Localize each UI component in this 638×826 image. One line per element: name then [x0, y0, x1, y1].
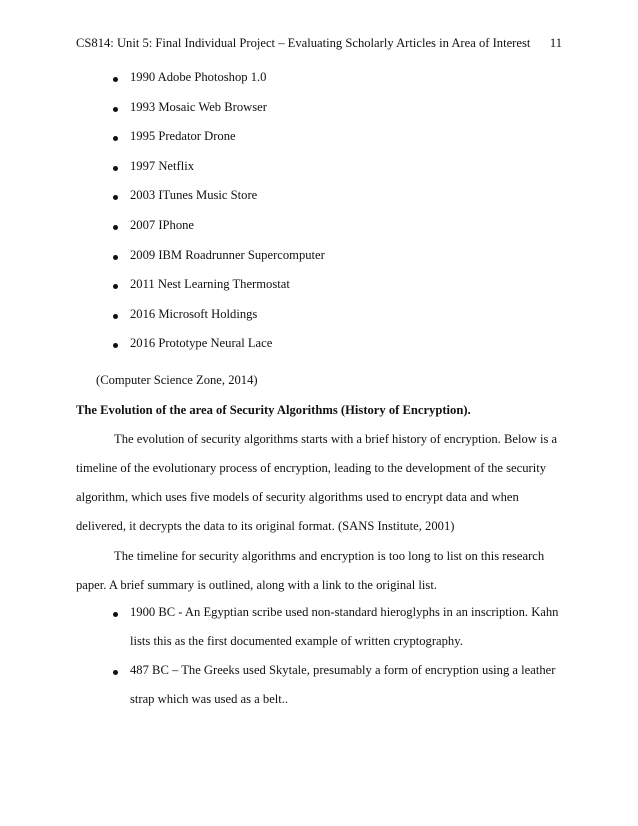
- list-item: 2009 IBM Roadrunner Supercomputer: [0, 248, 638, 278]
- running-head-title: CS814: Unit 5: Final Individual Project – Evaluating Scholarly Articles in Area of Interest: [76, 36, 531, 50]
- document-page: CS814: Unit 5: Final Individual Project – Evaluating Scholarly Articles in Area of Interest 11 1990 Adobe Photoshop 1.0 1993 Mosaic Web Browser 1995 Predator Drone 1997 Netflix 2003 ITunes Music Store 2007 IPhone 2009 IBM Roadrunner Supercomputer 2011 Nest Learning Thermostat 2016 Microsoft Holdings 2016 Prototype Neural Lace (Computer Science Zone, 2014) The Evolution of the area of Security Algorithms (History of Encryption). The evolution of security algorithms starts with a brief history of encryption. Below is a timeline of the evolutionary process of encryption, leading to the development of the security algorithm, which uses five models of security algorithms used to encrypt data and when delivered, it decrypts the data to its original format. (SANS Institute, 2001) The timeline for security algorithms and encryption is too long to list on this research paper. A brief summary is outlined, along with a link to the original list. 1900 BC - An Egyptian scribe used non-standard hieroglyphs in an inscription. Kahn lists this as the first documented example of written cryptography. 487 BC – The Greeks used Skytale, presumably a form of encryption using a leather strap which was used as a belt..: [0, 0, 638, 826]
- list-item: 1995 Predator Drone: [0, 129, 638, 159]
- list-item: 1997 Netflix: [0, 159, 638, 189]
- bullet-icon: [113, 166, 118, 171]
- bullet-icon: [113, 284, 118, 289]
- bullet-icon: [113, 255, 118, 260]
- section-heading: The Evolution of the area of Security Algorithms (History of Encryption).: [76, 403, 471, 417]
- citation: (Computer Science Zone, 2014): [96, 373, 258, 387]
- list-item: 2016 Microsoft Holdings: [0, 307, 638, 337]
- timeline-list: [0, 70, 638, 366]
- page-header: [76, 36, 562, 54]
- bullet-icon: [113, 670, 118, 675]
- list-item: 2003 ITunes Music Store: [0, 188, 638, 218]
- paragraph-line: The timeline for security algorithms and encryption is too long to list on this research: [114, 549, 545, 563]
- page-number: 11: [549, 36, 562, 50]
- list-item: 2016 Prototype Neural Lace: [0, 336, 638, 366]
- bullet-icon: [113, 343, 118, 348]
- list-item: 1993 Mosaic Web Browser: [0, 100, 638, 130]
- paragraph-line: paper. A brief summary is outlined, along with a link to the original list.: [76, 578, 437, 592]
- list-item: 2011 Nest Learning Thermostat: [0, 277, 638, 307]
- list-item: 1990 Adobe Photoshop 1.0: [0, 70, 638, 100]
- bullet-icon: [113, 107, 118, 112]
- bullet-icon: [113, 195, 118, 200]
- list-item: 2007 IPhone: [0, 218, 638, 248]
- paragraph-line: The evolution of security algorithms starts with a brief history of encryption. Below is a: [114, 432, 558, 446]
- bullet-icon: [113, 612, 118, 617]
- bullet-icon: [113, 77, 118, 82]
- bullet-icon: [113, 136, 118, 141]
- bullet-icon: [113, 314, 118, 319]
- paragraph-line: timeline of the evolutionary process of encryption, leading to the development of the security: [76, 461, 547, 475]
- bullet-icon: [113, 225, 118, 230]
- paragraph-line: delivered, it decrypts the data to its original format. (SANS Institute, 2001): [76, 519, 455, 533]
- paragraph-line: algorithm, which uses five models of security algorithms used to encrypt data and when: [76, 490, 519, 504]
